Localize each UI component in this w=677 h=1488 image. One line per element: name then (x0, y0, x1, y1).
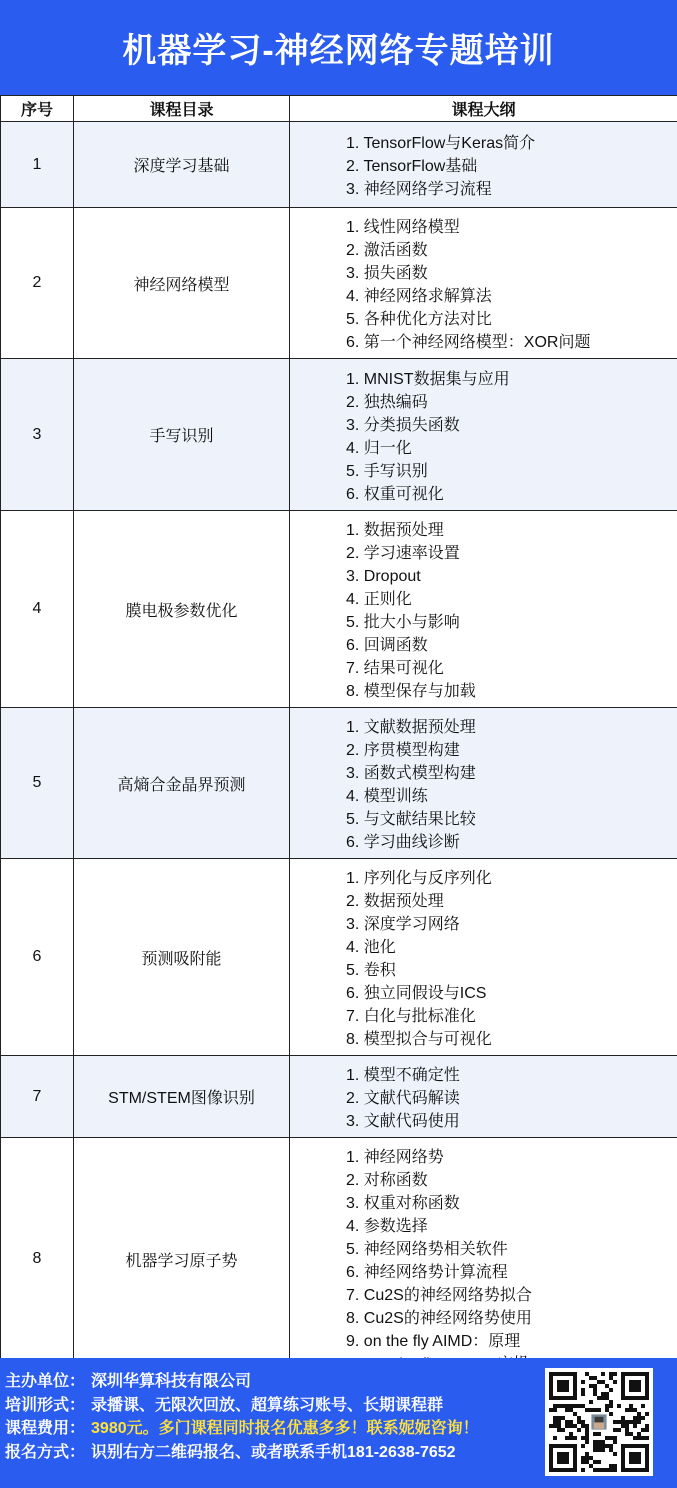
outline-list (346, 368, 677, 506)
outline-item: 1. 文献数据预处理 (346, 719, 476, 736)
outline-item: 2. 激活函数 (346, 242, 428, 259)
row-topic: 神经网络模型 (74, 208, 290, 359)
outline-item: 8. 模型拟合与可视化 (346, 1031, 492, 1048)
outline-item: 2. 文献代码解读 (346, 1090, 460, 1107)
outline-list (346, 519, 677, 703)
outline-list (346, 216, 677, 354)
table-row (1, 511, 677, 708)
outline-item: 7. 结果可视化 (346, 660, 444, 677)
signup-value: 识别右方二维码报名、或者联系手机181-2638-7652 (91, 1443, 456, 1461)
outline-item: 1. 线性网络模型 (346, 219, 460, 236)
row-topic: STM/STEM图像识别 (74, 1056, 290, 1138)
table-body (1, 122, 677, 1381)
qr-code-graphic (549, 1372, 649, 1472)
outline-item: 3. 神经网络学习流程 (346, 181, 492, 198)
row-outline (290, 1138, 677, 1381)
fee-label: 课程费用： (5, 1420, 86, 1437)
outline-item: 6. 独立同假设与ICS (346, 985, 487, 1002)
outline-item: 4. 参数选择 (346, 1218, 428, 1235)
outline-item: 2. 序贯模型构建 (346, 742, 460, 759)
footer-info-panel (0, 1358, 677, 1488)
row-index: 2 (1, 208, 74, 359)
table-row (1, 708, 677, 859)
row-index: 3 (1, 359, 74, 511)
signup-label: 报名方式： (5, 1443, 86, 1461)
format-label: 培训形式： (5, 1396, 86, 1414)
row-topic: 机器学习原子势 (74, 1138, 290, 1381)
outline-list (346, 132, 677, 201)
row-topic: 手写识别 (74, 359, 290, 511)
outline-item: 3. 深度学习网络 (346, 916, 460, 933)
info-block (5, 1370, 479, 1464)
outline-item: 5. 卷积 (346, 962, 396, 979)
table-row (1, 208, 677, 359)
page-title: 机器学习-神经网络专题培训 (0, 0, 677, 95)
table-row (1, 122, 677, 208)
outline-item: 3. 函数式模型构建 (346, 765, 476, 782)
outline-item: 6. 神经网络势计算流程 (346, 1264, 508, 1281)
outline-item: 3. 文献代码使用 (346, 1113, 460, 1130)
row-outline (290, 708, 677, 859)
header-outline: 课程大纲 (290, 96, 677, 122)
outline-item: 4. 正则化 (346, 591, 412, 608)
outline-list (346, 867, 677, 1051)
outline-item: 8. Cu2S的神经网络势使用 (346, 1310, 532, 1327)
outline-item: 6. 权重可视化 (346, 485, 444, 503)
format-value: 录播课、无限次回放、超算练习账号、长期课程群 (91, 1396, 444, 1414)
organizer-value: 深圳华算科技有限公司 (91, 1373, 252, 1390)
outline-item: 1. 序列化与反序列化 (346, 870, 492, 887)
row-topic: 膜电极参数优化 (74, 511, 290, 708)
table-row (1, 859, 677, 1056)
row-index: 7 (1, 1056, 74, 1138)
outline-item: 4. 归一化 (346, 439, 412, 457)
outline-item: 1. MNIST数据集与应用 (346, 370, 510, 388)
outline-item: 6. 第一个神经网络模型：XOR问题 (346, 334, 591, 351)
table-row (1, 1138, 677, 1381)
outline-item: 2. 独热编码 (346, 393, 428, 411)
outline-item: 2. 数据预处理 (346, 893, 444, 910)
row-outline (290, 511, 677, 708)
outline-list (346, 716, 677, 854)
outline-item: 1. 神经网络势 (346, 1149, 444, 1166)
outline-item: 8. 模型保存与加载 (346, 683, 476, 700)
row-index: 8 (1, 1138, 74, 1381)
outline-item: 7. Cu2S的神经网络势拟合 (346, 1287, 532, 1304)
row-topic: 高熵合金晶界预测 (74, 708, 290, 859)
outline-list (346, 1146, 677, 1376)
outline-item: 3. Dropout (346, 568, 421, 585)
qr-code-icon[interactable] (545, 1368, 653, 1476)
outline-item: 9. on the fly AIMD：原理 (346, 1333, 521, 1350)
outline-item: 5. 批大小与影响 (346, 614, 460, 631)
outline-item: 4. 模型训练 (346, 788, 428, 805)
outline-item: 3. 权重对称函数 (346, 1195, 460, 1212)
outline-list (346, 1064, 677, 1133)
table-header-row (1, 96, 677, 122)
signup-row (5, 1441, 479, 1465)
outline-item: 2. 对称函数 (346, 1172, 428, 1189)
outline-item: 6. 回调函数 (346, 637, 428, 654)
curriculum-table (0, 95, 677, 1381)
outline-item: 4. 池化 (346, 939, 396, 956)
outline-item: 5. 各种优化方法对比 (346, 311, 492, 328)
row-topic: 预测吸附能 (74, 859, 290, 1056)
outline-item: 5. 神经网络势相关软件 (346, 1241, 508, 1258)
table-row (1, 359, 677, 511)
header-index: 序号 (1, 96, 74, 122)
outline-item: 5. 手写识别 (346, 462, 428, 480)
outline-item: 6. 学习曲线诊断 (346, 834, 460, 851)
outline-item: 7. 白化与批标准化 (346, 1008, 476, 1025)
outline-item: 2. 学习速率设置 (346, 545, 460, 562)
outline-item: 1. 模型不确定性 (346, 1067, 460, 1084)
row-outline (290, 122, 677, 208)
row-index: 4 (1, 511, 74, 708)
row-index: 5 (1, 708, 74, 859)
outline-item: 3. 分类损失函数 (346, 416, 460, 434)
header-topic: 课程目录 (74, 96, 290, 122)
row-index: 1 (1, 122, 74, 208)
fee-value: 3980元。多门课程同时报名优惠多多！联系妮妮咨询！ (91, 1420, 479, 1437)
outline-item: 2. TensorFlow基础 (346, 158, 478, 175)
outline-item: 4. 神经网络求解算法 (346, 288, 492, 305)
organizer-label: 主办单位： (5, 1373, 86, 1390)
format-row (5, 1394, 479, 1418)
row-outline (290, 208, 677, 359)
outline-item: 1. 数据预处理 (346, 522, 444, 539)
row-outline (290, 1056, 677, 1138)
outline-item: 5. 与文献结果比较 (346, 811, 476, 828)
row-topic: 深度学习基础 (74, 122, 290, 208)
outline-item: 3. 损失函数 (346, 265, 428, 282)
table-row (1, 1056, 677, 1138)
row-outline (290, 359, 677, 511)
organizer-row (5, 1370, 479, 1394)
row-index: 6 (1, 859, 74, 1056)
row-outline (290, 859, 677, 1056)
fee-row (5, 1417, 479, 1441)
outline-item: 1. TensorFlow与Keras简介 (346, 135, 536, 152)
